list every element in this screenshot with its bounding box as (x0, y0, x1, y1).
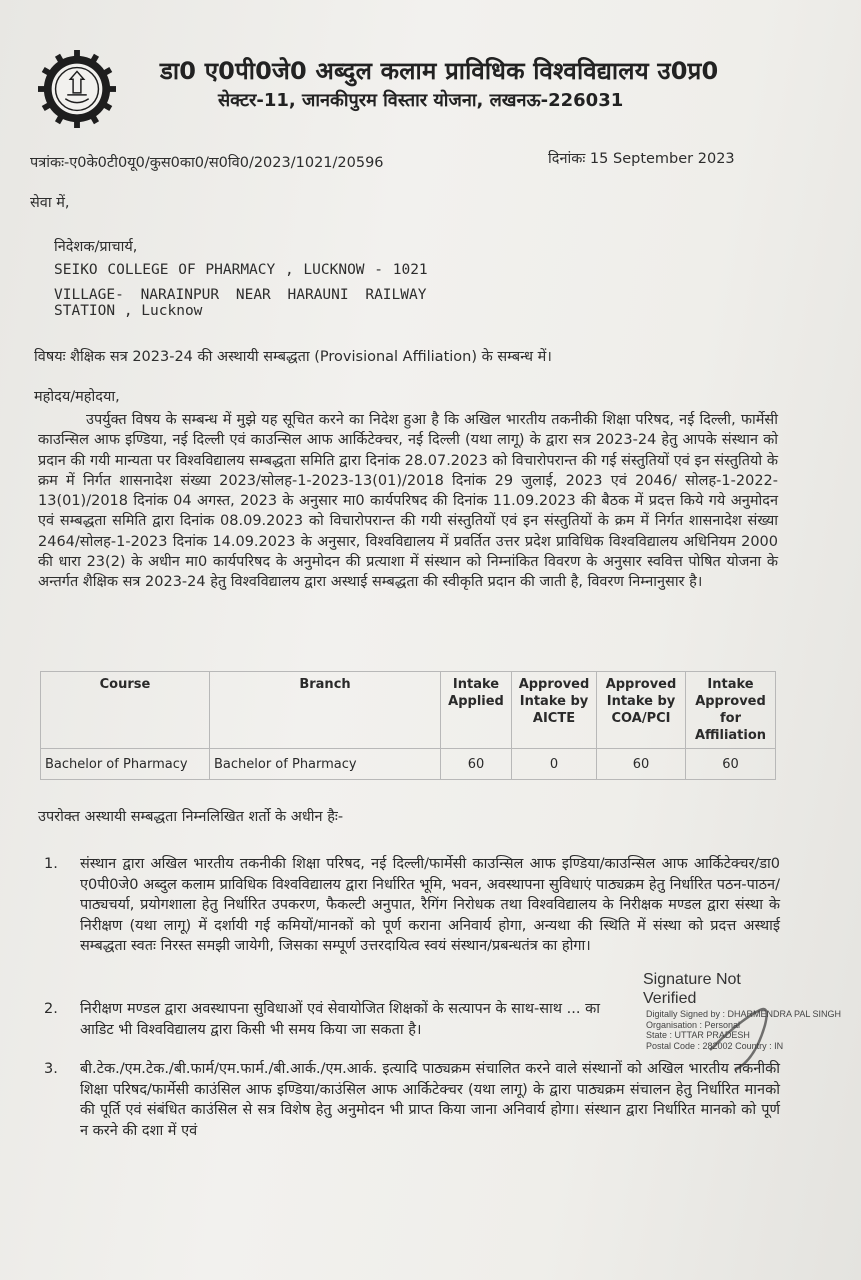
table-header-row (41, 672, 776, 749)
cell-branch: Bachelor of Pharmacy (210, 749, 441, 780)
signature-organisation: Organisation : Personal (646, 1019, 741, 1030)
signature-status: Signature Not Verified (643, 971, 741, 1007)
greeting: महोदय/महोदया, (34, 389, 120, 405)
recipient-line-3: STATION , Lucknow (54, 303, 203, 319)
condition-text: संस्थान द्वारा अखिल भारतीय तकनीकी शिक्षा परिषद, नई दिल्ली/फार्मेसी काउन्सिल आफ इण्डिया/काउन्सिल आफ आर्किटेक्चर/डा0 ए0पी0जे0 अब्दुल कलाम प्राविधिक विश्वविद्यालय द्वारा निर्धारित भूमि, भवन, अवस्थापना सुविधाएं पाठ्यक्रम हेतु निर्धारित पठन-पाठन/पाठ्यचर्या, प्रयोगशाला हेतु निर्धारित उपकरण, फैकल्टी अनुपात, रैगिंग निरोधक तथा विश्वविद्यालय के निरीक्षक मण्डल द्वारा संस्था के निरीक्षण (यथा लागू) में दर्शायी गई कमियों/मानकों को पूर्ण कराना अनिवार्य होगा, अन्यथा की स्थिति में संस्था को प्रदत्त अस्थाई सम्बद्धता स्वतः निरस्त समझी जायेगी, जिसका सम्पूर्ण उत्तरदायित्व स्वयं संस्थान/प्रबन्धतंत्र का होगा। (80, 856, 780, 954)
condition-text: बी.टेक./एम.टेक./बी.फार्म/एम.फार्म./बी.आर्क./एम.आर्क. इत्यादि पाठ्यक्रम संचालित करने वाले संस्थानों को अखिल भारतीय तकनीकी शिक्षा परिषद/फार्मेसी काउंसिल आफ इण्डिया/काउंसिल आफ आर्किटेक्चर (यथा लागू) के द्वारा पाठ्यक्रम संचालन हेतु निर्धारित मानको की पूर्ति एवं संबंधित काउंसिल से सत्र विशेष हेतु अनुमोदन भी प्राप्त किया जाना अनिवार्य होगा। संस्थान द्वारा निर्धारित मानको को पूर्ण न करने की दशा में एवं (80, 1061, 780, 1139)
cell-intake-approved: 60 (686, 749, 776, 780)
signature-postal: Postal Code : 282002 Country : IN (646, 1040, 784, 1051)
header-intake-approved: Intake Approved for Affiliation (686, 672, 776, 749)
header-course: Course (41, 672, 210, 749)
cell-intake-applied: 60 (441, 749, 512, 780)
condition-number: 2. (44, 1001, 58, 1017)
subject-line: विषयः शैक्षिक सत्र 2023-24 की अस्थायी सम्बद्धता (Provisional Affiliation) के सम्बन्ध में। (34, 349, 552, 365)
recipient-line-1: SEIKO COLLEGE OF PHARMACY , LUCKNOW - 1021 (54, 262, 428, 278)
salutation-to: सेवा में, (30, 195, 70, 211)
affiliation-table (40, 671, 776, 780)
condition-text: निरीक्षण मण्डल द्वारा अवस्थापना सुविधाओं एवं सेवायोजित शिक्षकों के सत्यापन के साथ-साथ ... का आडिट भी विश्वविद्यालय द्वारा किसी भी समय किया जा सकता है। (80, 1001, 600, 1038)
cell-approved-coa-pci: 60 (597, 749, 686, 780)
header-intake-applied: Intake Applied (441, 672, 512, 749)
signature-verify-mark-icon (700, 990, 790, 1080)
header-approved-coa-pci: Approved Intake by COA/PCI (597, 672, 686, 749)
university-address: सेक्टर-11, जानकीपुरम विस्तार योजना, लखनऊ-226031 (218, 90, 624, 111)
condition-number: 1. (44, 856, 58, 872)
cell-course: Bachelor of Pharmacy (41, 749, 210, 780)
signature-state: State : UTTAR PRADESH (646, 1030, 750, 1040)
university-logo (38, 50, 116, 128)
cell-approved-aicte: 0 (512, 749, 597, 780)
body-paragraph: उपर्युक्त विषय के सम्बन्ध में मुझे यह सूचित करने का निदेश हुआ है कि अखिल भारतीय तकनीकी शिक्षा परिषद, नई दिल्ली, फार्मेसी काउन्सिल आफ इण्डिया, नई दिल्ली एवं काउन्सिल आफ आर्किटेक्चर, नई दिल्ली (यथा लागू) के द्वारा सत्र 2023-24 हेतु आपके संस्थान को प्रदान की गयी मान्यता पर विश्वविद्यालय सम्बद्धता समिति द्वारा दिनांक 28.07.2023 को विचारोपरान्त की गई संस्तुतियों एवं इन संस्तुतियो के क्रम में निर्गत शासनादेश संख्या 2023/सोलह-1-2023-13(01)/2018 दिनांक 29 जुलाई, 2023 एवं 2046/ सोलह-1-2022-13(01)/2018 दिनांक 04 अगस्त, 2023 के अनुसार मा0 कार्यपरिषद की दिनांक 11.09.2023 की बैठक में प्रदत्त किये गये अनुमोदन एवं सम्बद्धता समिति द्वारा दिनांक 08.09.2023 को विचारोपरान्त की गयी संस्तुतियों एवं इन संस्तुतियों के क्रम में निर्गत शासनादेश संख्या 2464/सोलह-1-2023 दिनांक 14.09.2023 के अनुसार, विश्वविद्यालय में प्रवर्तित उत्तर प्रदेश प्राविधिक विश्वविद्यालय अधिनियम 2000 की धारा 23(2) के अधीन मा0 कार्यपरिषद के अनुमोदन की प्रत्याशा में संस्थान को निम्नांकित विवरण के अनुसार स्ववित्त पोषित योजना के अन्तर्गत शैक्षिक सत्र 2023-24 हेतु विश्वविद्यालय द्वारा अस्थाई सम्बद्धता की स्वीकृति प्रदान की जाती है, विवरण निम्नानुसार है। (38, 412, 778, 591)
table-row (41, 749, 776, 780)
reference-number: पत्रांकः-ए0के0टी0यू0/कुस0का0/स0वि0/2023/1021/20596 (30, 155, 384, 171)
header-approved-aicte: Approved Intake by AICTE (512, 672, 597, 749)
condition-number: 3. (44, 1061, 58, 1077)
conditions-intro: उपरोक्त अस्थायी सम्बद्धता निम्नलिखित शर्तो के अधीन हैः- (38, 809, 344, 825)
header-branch: Branch (210, 672, 441, 749)
signature-signed-by: Digitally Signed by : DHARMENDRA PAL SINGH (646, 1009, 842, 1019)
recipient-line-2: VILLAGE- NARAINPUR NEAR HARAUNI RAILWAY (54, 287, 427, 303)
university-name: डा0 ए0पी0जे0 अब्दुल कलाम प्राविधिक विश्वविद्यालय उ0प्र0 (160, 57, 719, 85)
recipient-title: निदेशक/प्राचार्य, (54, 239, 138, 255)
letter-date: दिनांकः 15 September 2023 (548, 151, 735, 167)
